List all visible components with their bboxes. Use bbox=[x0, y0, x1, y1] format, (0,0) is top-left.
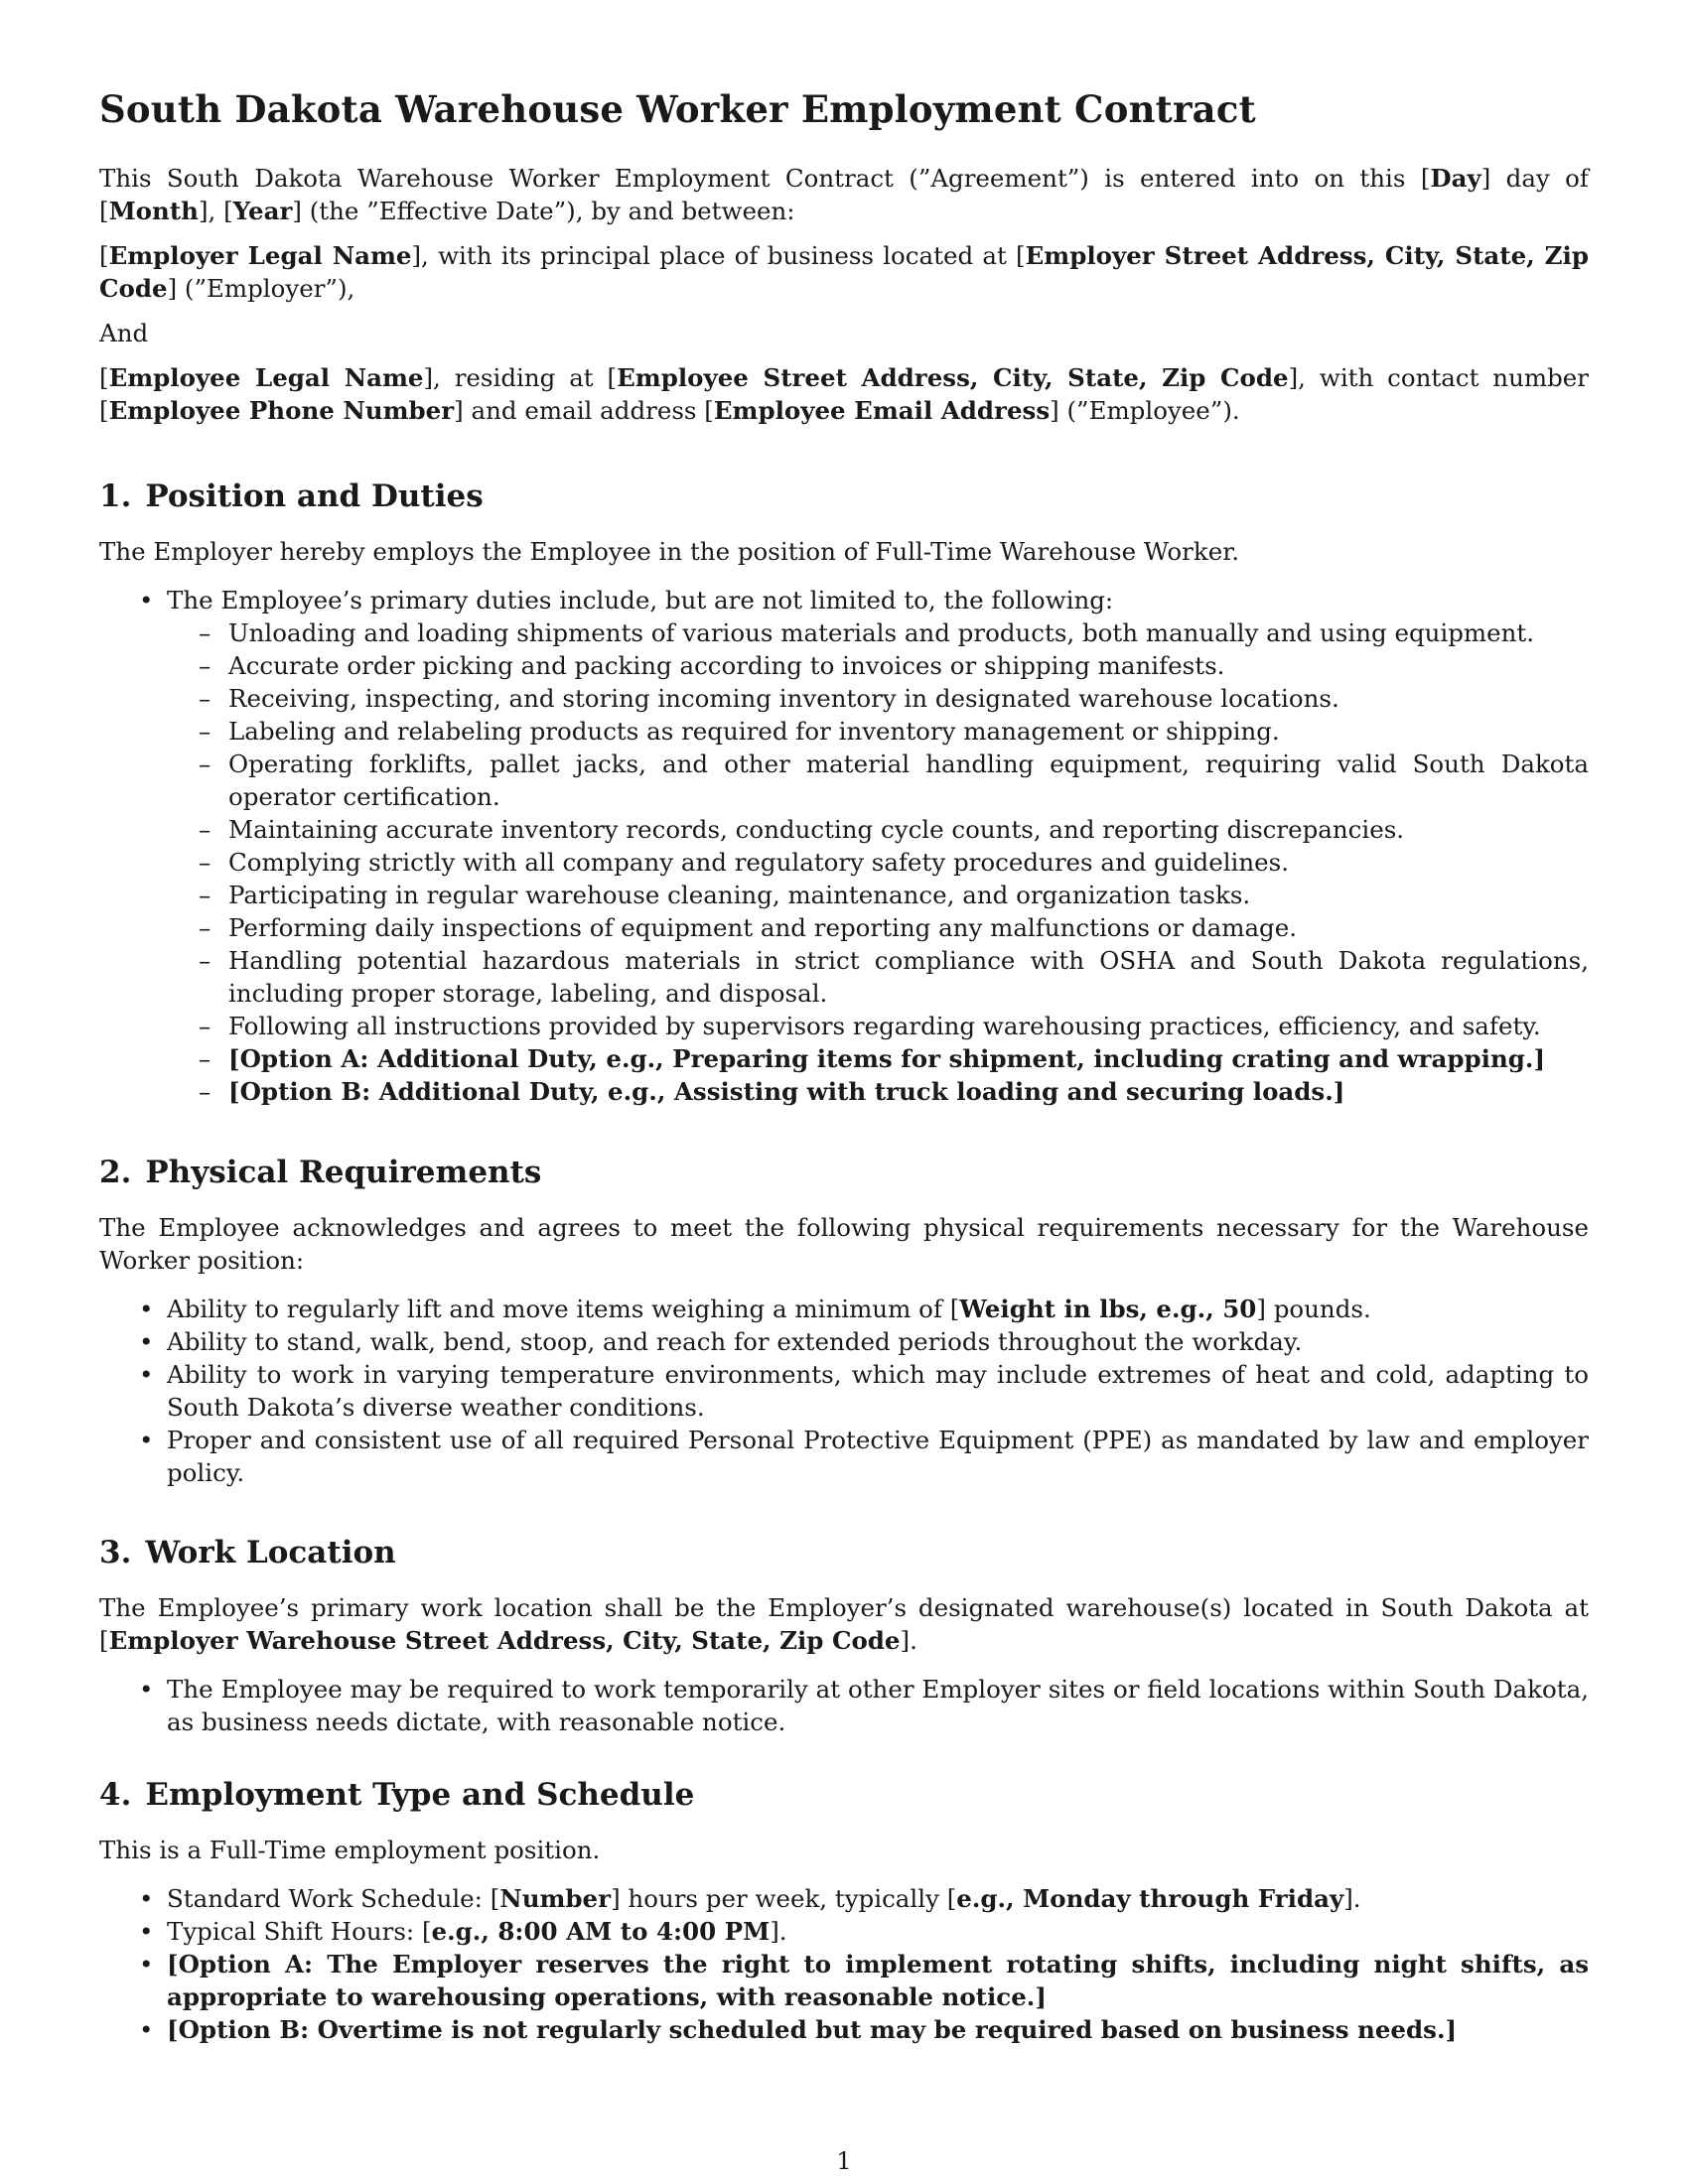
position-text: The Employer hereby employs the Employee in the position of Full-Time Warehouse Worker. bbox=[99, 537, 1240, 566]
list-item-option-b: – [Option B: Additional Duty, e.g., Assisting with truck loading and securing loads.] bbox=[99, 1075, 1589, 1108]
section-physical-requirements bbox=[99, 1211, 1589, 1489]
list-item: – Unloading and loading shipments of various materials and products, both manually and using equipment. bbox=[99, 616, 1589, 649]
document-page bbox=[99, 0, 1589, 2184]
page-number: 1 bbox=[836, 2147, 852, 2175]
list-item: – Performing daily inspections of equipment and reporting any malfunctions or damage. bbox=[99, 911, 1589, 944]
list-item: – Handling potential hazardous materials in strict compliance with OSHA and South Dakota regulations, including proper storage, labeling, and disposal. bbox=[99, 944, 1589, 1010]
list-item: – Following all instructions provided by supervisors regarding warehousing practices, efficiency, and safety. bbox=[99, 1010, 1589, 1042]
duties-list bbox=[99, 584, 1589, 1108]
list-item-option-a: – [Option A: Additional Duty, e.g., Preparing items for shipment, including crating and wrapping.] bbox=[99, 1042, 1589, 1075]
intro-employer: [Employer Legal Name], with its principal place of business located at [Employer Street Address, City, State, Zip Code] (”Employer”), bbox=[99, 241, 1589, 303]
list-item: • Ability to regularly lift and move items weighing a minimum of [Weight in lbs, e.g., 50] pounds. bbox=[99, 1293, 1589, 1325]
list-item: – Receiving, inspecting, and storing incoming inventory in designated warehouse locations. bbox=[99, 682, 1589, 715]
document-title: South Dakota Warehouse Worker Employment Contract bbox=[99, 87, 1256, 131]
list-item: • The Employee may be required to work temporarily at other Employer sites or field locations within South Dakota, as business needs dictate, with reasonable notice. bbox=[99, 1673, 1589, 1738]
list-item: – Participating in regular warehouse cleaning, maintenance, and organization tasks. bbox=[99, 879, 1589, 911]
schedule-list bbox=[99, 1882, 1589, 2046]
section-position-duties bbox=[99, 535, 1589, 1108]
list-item: • Ability to stand, walk, bend, stoop, and reach for extended periods throughout the workday. bbox=[99, 1325, 1589, 1358]
section-heading-employment-type: 4. Employment Type and Schedule bbox=[99, 1777, 695, 1813]
employment-type-text: This is a Full-Time employment position. bbox=[99, 1836, 601, 1864]
physical-text: The Employee acknowledges and agrees to meet the following physical requirements necessary for the Warehouse Worker position: bbox=[99, 1213, 1589, 1275]
duties-sublist bbox=[99, 616, 1589, 1108]
list-item: • The Employee’s primary duties include, but are not limited to, the following: – Unloading and loading shipments of various materials and products, both manually and using equipment. – Accurate order picking and packing according to invoices or shipping manifests. – Receiving, inspecting, and storing incoming inventory in designated warehouse locations. – Labeling and relabeling products as required for inventory management or shipping. – Operating forklifts, pallet jacks, and other material handling equipment, requiring valid South Dakota operator certification. – Maintaining accurate inventory records, conducting cycle counts, and reporting discrepancies. – Complying strictly with all company and regulatory safety procedures and guidelines. – Participating in regular warehouse cleaning, maintenance, and organization tasks. – Performing daily inspections of equipment and reporting any malfunctions or damage. – Handling potential hazardous materials in strict compliance with OSHA and South Dakota regulations, including proper storage, labeling, and disposal. – Following all instructions provided by supervisors regarding warehousing practices, efficiency, and safety. – [Option A: Additional Duty, e.g., Preparing items for shipment, including crating and wrapping.] – [Option B: Additional Duty, e.g., Assisting with truck loading and securing loads.] bbox=[99, 584, 1589, 1108]
section-work-location bbox=[99, 1591, 1589, 1738]
intro-employee: [Employee Legal Name], residing at [Employee Street Address, City, State, Zip Code], with contact number [Employee Phone Number] and email address [Employee Email Address] (”Employee”). bbox=[99, 363, 1589, 425]
section-heading-physical-requirements: 2. Physical Requirements bbox=[99, 1155, 542, 1190]
list-item: – Maintaining accurate inventory records, conducting cycle counts, and reporting discrepancies. bbox=[99, 813, 1589, 846]
list-item: • Typical Shift Hours: [e.g., 8:00 AM to 4:00 PM]. bbox=[99, 1915, 1589, 1948]
list-item-option-b: • [Option B: Overtime is not regularly scheduled but may be required based on business needs.] bbox=[99, 2013, 1589, 2046]
intro-and: And bbox=[99, 319, 149, 347]
physical-list bbox=[99, 1293, 1589, 1489]
list-item: • Standard Work Schedule: [Number] hours per week, typically [e.g., Monday through Friday]. bbox=[99, 1882, 1589, 1915]
list-item-option-a: • [Option A: The Employer reserves the right to implement rotating shifts, including night shifts, as appropriate to warehousing operations, with reasonable notice.] bbox=[99, 1948, 1589, 2013]
location-list bbox=[99, 1673, 1589, 1738]
list-item: • Ability to work in varying temperature environments, which may include extremes of heat and cold, adapting to South Dakota’s diverse weather conditions. bbox=[99, 1358, 1589, 1424]
list-item: – Labeling and relabeling products as required for inventory management or shipping. bbox=[99, 715, 1589, 748]
location-text: The Employee’s primary work location shall be the Employer’s designated warehouse(s) located in South Dakota at [Employer Warehouse Street Address, City, State, Zip Code]. bbox=[99, 1593, 1589, 1655]
intro bbox=[99, 162, 1589, 427]
list-item: • Proper and consistent use of all required Personal Protective Equipment (PPE) as mandated by law and employer policy. bbox=[99, 1424, 1589, 1489]
section-employment-type bbox=[99, 1834, 1589, 2046]
list-item: – Complying strictly with all company and regulatory safety procedures and guidelines. bbox=[99, 846, 1589, 879]
list-item: – Accurate order picking and packing according to invoices or shipping manifests. bbox=[99, 649, 1589, 682]
list-item: – Operating forklifts, pallet jacks, and other material handling equipment, requiring valid South Dakota operator certification. bbox=[99, 748, 1589, 813]
section-heading-work-location: 3. Work Location bbox=[99, 1535, 396, 1570]
section-heading-position-duties: 1. Position and Duties bbox=[99, 478, 484, 514]
intro-effective-date: This South Dakota Warehouse Worker Employment Contract (”Agreement”) is entered into on this [Day] day of [Month], [Year] (the ”Effective Date”), by and between: bbox=[99, 164, 1589, 225]
